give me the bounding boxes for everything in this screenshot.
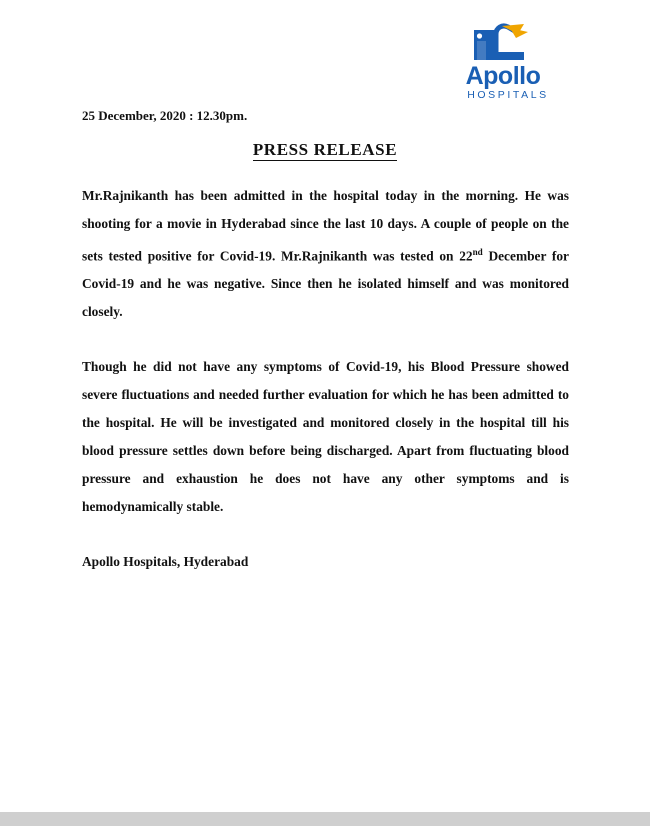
paragraph-1-tail: December for Covid-19 and he was negative. Since then he isolated himself and was monitored closely.: [82, 248, 569, 320]
paragraph-1: [82, 182, 569, 326]
page-title-text: PRESS RELEASE: [252, 140, 398, 159]
page-title: [0, 140, 650, 160]
apollo-logo-icon: [448, 22, 558, 62]
paragraph-2: Though he did not have any symptoms of Covid-19, his Blood Pressure showed severe fluctuations and needed further evaluation for which he has been admitted to the hospital. He will be investigated and monitored closely in the hospital till his blood pressure settles down before being discharged. Apart from fluctuating blood pressure and exhaustion he does not have any other symptoms and is hemodynamically stable.: [82, 359, 569, 515]
paragraph-1-superscript: nd: [472, 247, 483, 257]
date-line: 25 December, 2020 : 12.30pm.: [82, 108, 248, 123]
paragraph-1-lead: Mr.Rajnikanth has been admitted in the hospital today in the morning. He was shooting for a movie in Hyderabad since the last 10 days. A couple of people on the sets tested positive for Covid-19. Mr.Rajnikanth was tested on 22: [82, 188, 569, 264]
apollo-wordmark: Apollo: [465, 62, 541, 90]
document-body: [82, 182, 569, 576]
apollo-hospitals-logo: [448, 22, 558, 101]
signature-line: Apollo Hospitals, Hyderabad: [82, 554, 249, 570]
hospitals-wordmark: HOSPITALS: [467, 89, 549, 101]
